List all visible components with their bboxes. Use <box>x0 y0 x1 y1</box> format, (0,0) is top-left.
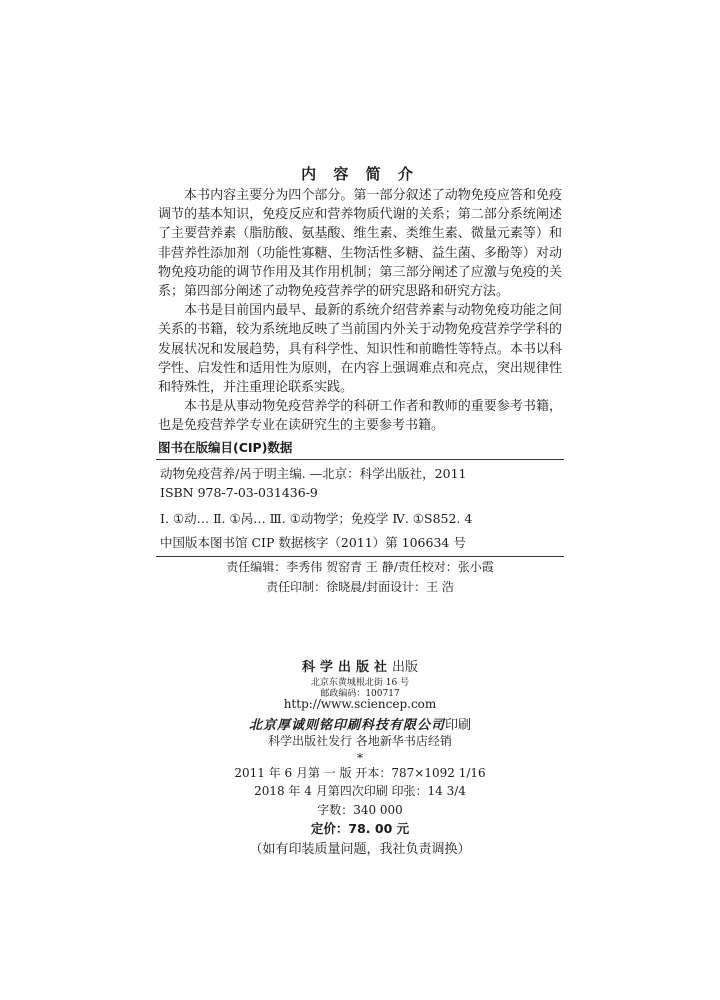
publisher-name: 科学出版社 <box>301 660 392 675</box>
printer-suffix: 印刷 <box>445 718 472 733</box>
intro-paragraph-3: 本书是从事动物免疫营养学的科研工作者和教师的重要参考书籍，也是免疫营养学专业在读研究生的主要参考书籍。 <box>158 399 562 434</box>
cip-classification-line: Ⅰ. ①动… Ⅱ. ①呙… Ⅲ. ①动物学；免疫学 Ⅳ. ①S852. 4 <box>160 511 473 526</box>
credits-production: 责任印制：徐晓晨/封面设计：王 浩 <box>266 580 454 594</box>
intro-heading: 内 容 简 介 <box>301 165 419 183</box>
price: 定价：78. 00 元 <box>310 821 410 836</box>
edition-line-2: 2018 年 4 月第四次印刷 印张：14 3/4 <box>254 784 466 798</box>
edition-line-1: 2011 年 6 月第 一 版 开本：787×1092 1/16 <box>234 766 486 780</box>
word-count: 字数：340 000 <box>317 803 403 817</box>
cip-data-block <box>156 459 564 557</box>
publisher-row <box>0 656 720 675</box>
intro-paragraph-2: 本书是目前国内最早、最新的系统介绍营养素与动物免疫功能之间关系的书籍，较为系统地反映了当前国内外关于动物免疫营养学学科的发展状况和发展趋势，具有科学性、知识性和前瞻性等特点。本书以科学性、启发性和适用性为原则，在内容上强调难点和亮点，突出规律性和特殊性，并注重理论联系实践。 <box>158 303 562 396</box>
intro-paragraph-1: 本书内容主要分为四个部分。第一部分叙述了动物免疫应答和免疫调节的基本知识，免疫反应和营养物质代谢的关系；第二部分系统阐述了主要营养素（脂肪酸、氨基酸、维生素、类维生素、微量元素等）和非营养性添加剂（功能性寡糖、生物活性多糖、益生菌、多酚等）对动物免疫功能的调节作用及其作用机制；第三部分阐述了应激与免疫的关系；第四部分阐述了动物免疫营养学的研究思路和研究方法。 <box>158 188 562 300</box>
quality-notice: （如有印装质量问题，我社负责调换） <box>249 842 471 857</box>
distribution-line: 科学出版社发行 各地新华书店经销 <box>268 734 452 748</box>
printer-name: 北京厚诚则铭印刷科技有限公司 <box>248 718 445 733</box>
cip-isbn-line: ISBN 978-7-03-031436-9 <box>160 485 318 500</box>
publisher-url: http://www.sciencep.com <box>283 697 437 711</box>
credits-editors: 责任编辑：李秀伟 贺窑青 王 静/责任校对：张小霞 <box>226 560 494 574</box>
cip-record-number-line: 中国版本图书馆 CIP 数据核字（2011）第 106634 号 <box>160 535 466 550</box>
publisher-address: 北京东黄城根北街 16 号 <box>310 678 410 688</box>
publisher-postcode: 邮政编码：100717 <box>320 689 400 699</box>
cip-label: 图书在版编目(CIP)数据 <box>158 440 293 455</box>
intro-text <box>158 186 562 436</box>
publisher-suffix: 出版 <box>392 660 419 675</box>
printer-row <box>0 714 720 733</box>
cip-title-line: 动物免疫营养/呙于明主编. —北京：科学出版社，2011 <box>160 466 467 481</box>
separator-star: * <box>357 751 363 765</box>
